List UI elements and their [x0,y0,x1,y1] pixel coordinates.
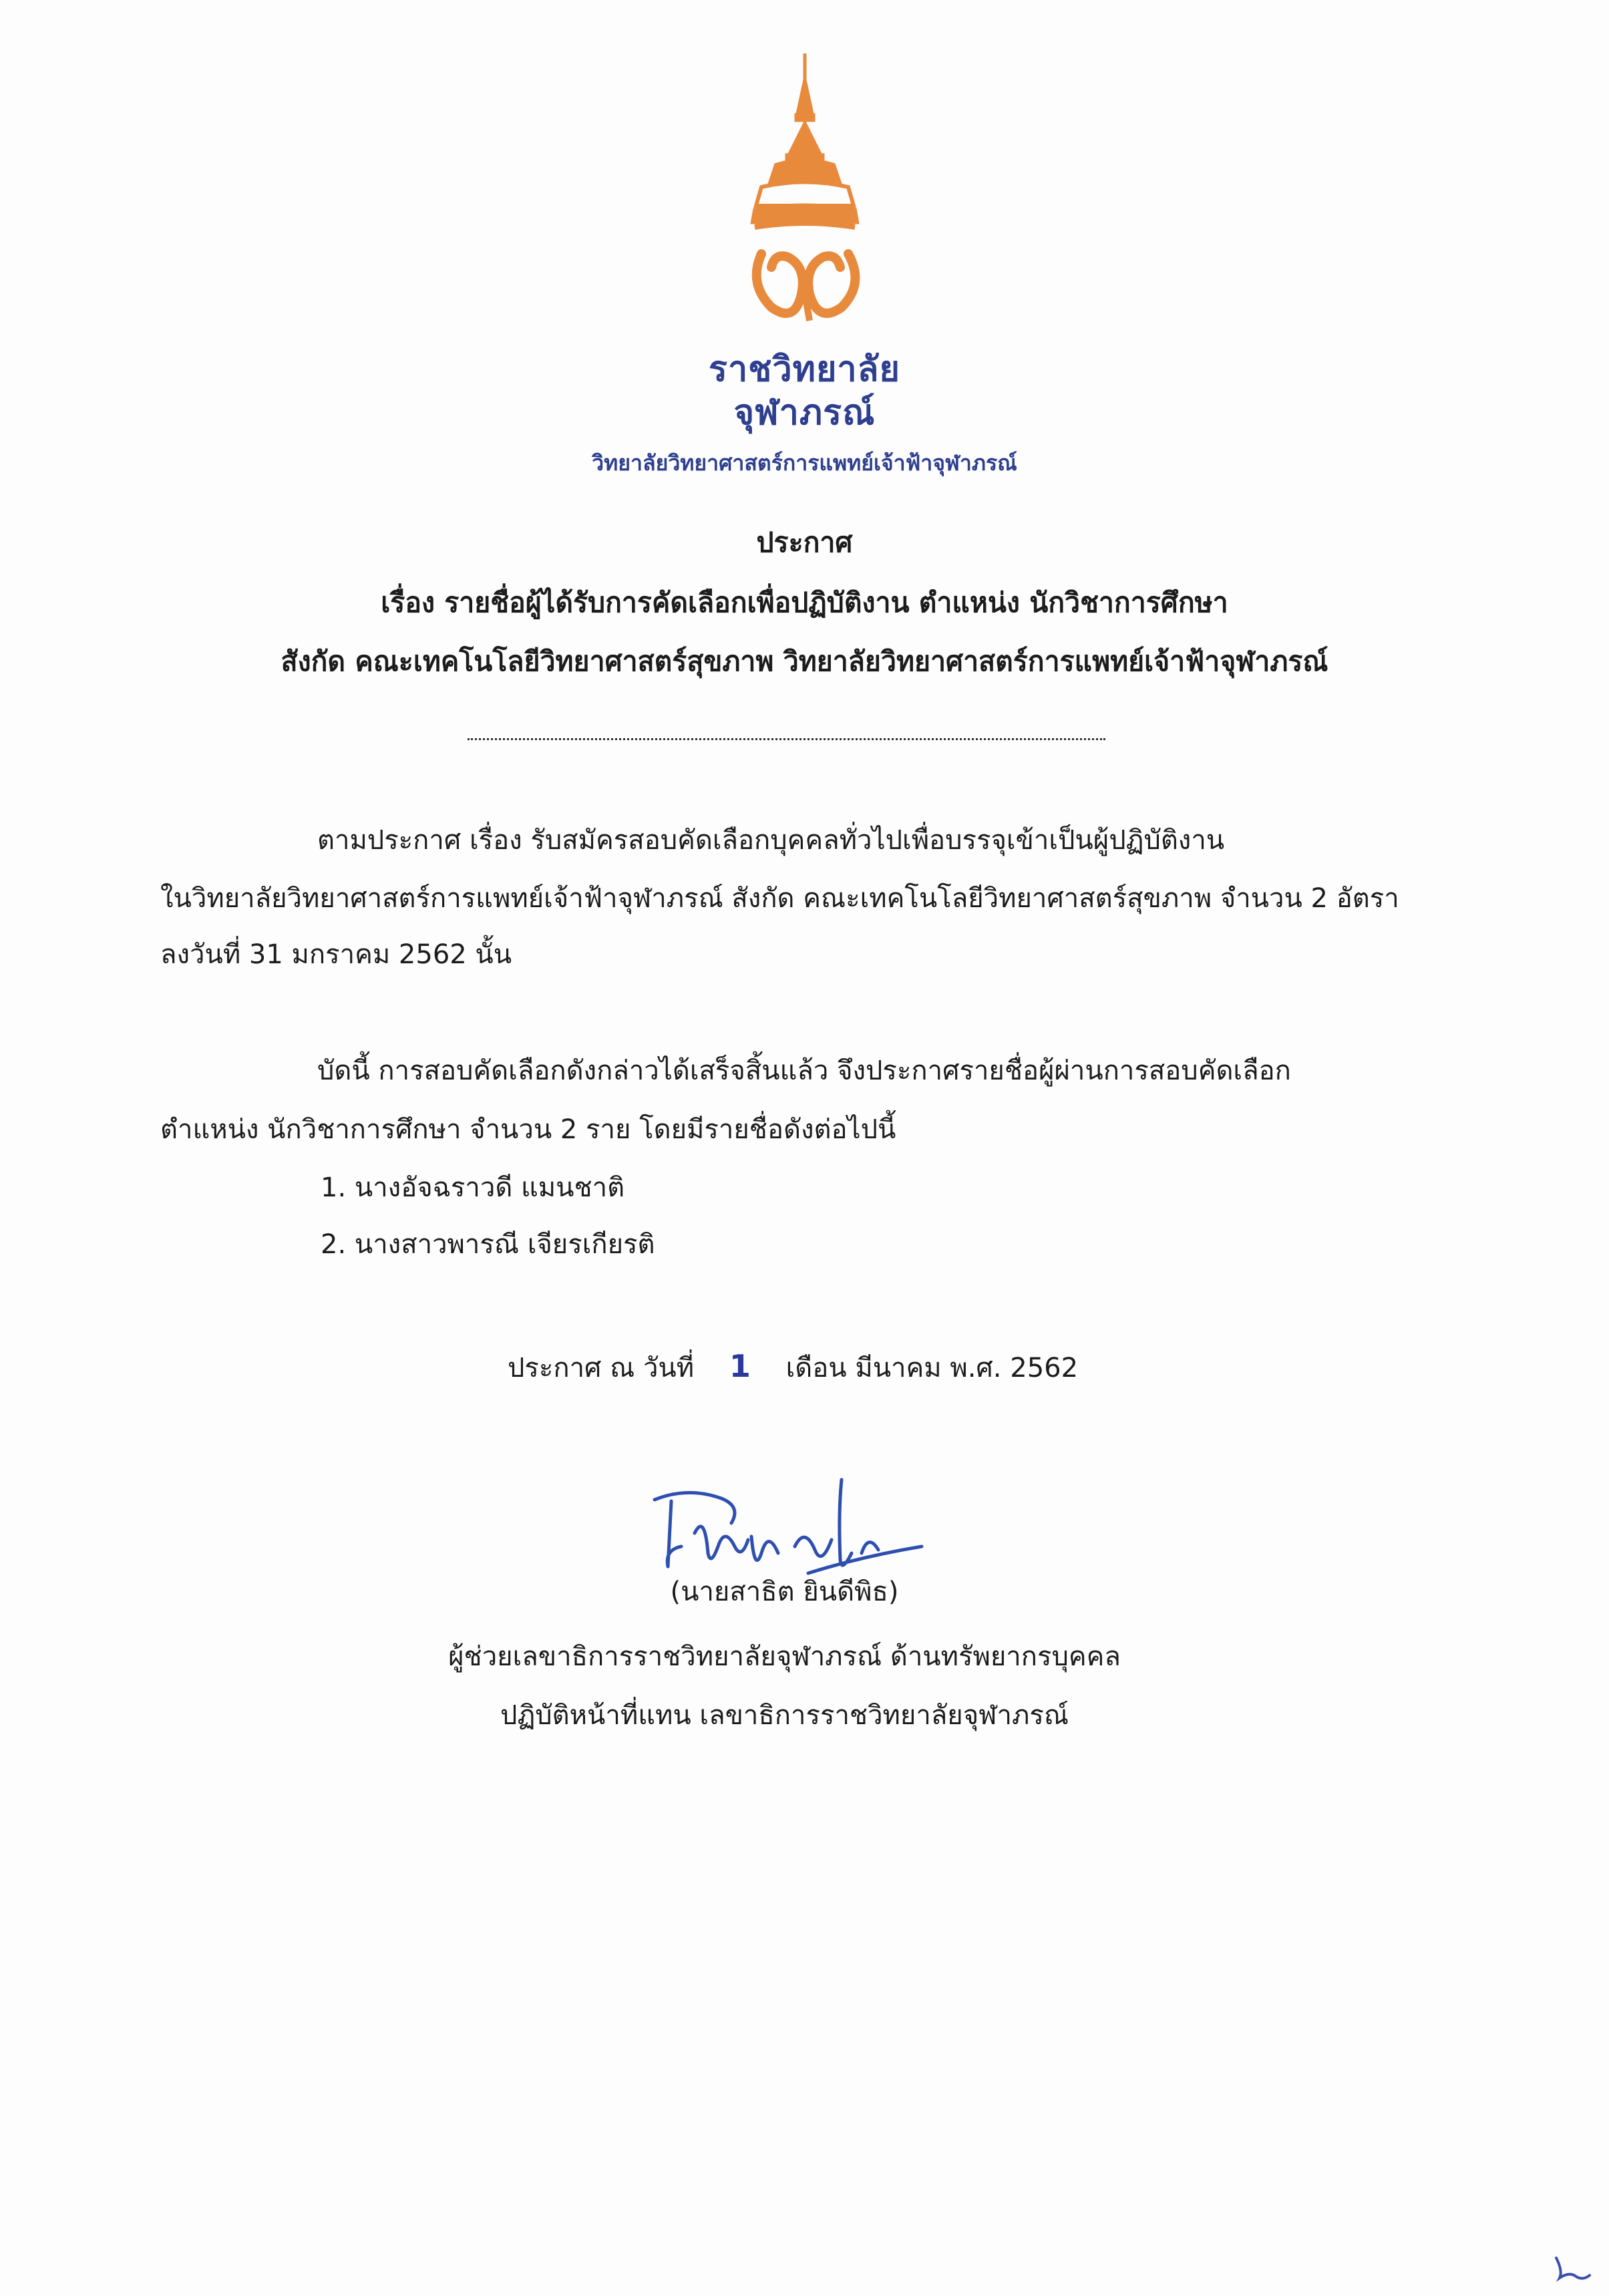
signatory-name: (นายสาธิต ยินดีพิธ) [670,1577,899,1607]
date-prefix: ประกาศ ณ วันที่ [508,1353,695,1383]
institution-name: วิทยาลัยวิทยาศาสตร์การแพทย์เจ้าฟ้าจุฬาภรณ์ [592,450,1017,476]
list-item: 2. นางสาวพารณี เจียรเกียรติ [321,1229,655,1260]
divider-line [468,738,1105,740]
announcement-heading: ประกาศ [756,526,853,558]
paragraph2-line1: บัดนี้ การสอบคัดเลือกดังกล่าวได้เสร็จสิ้นแล้ว จึงประกาศรายชื่อผู้ผ่านการสอบคัดเลือก [317,1055,1291,1086]
date-line [508,1346,1078,1389]
date-day: 1 [729,1348,751,1384]
announcement-subject: เรื่อง รายชื่อผู้ได้รับการคัดเลือกเพื่อปฏิบัติงาน ตำแหน่ง นักวิชาการศึกษา [381,587,1228,619]
signatory-position-line1: ผู้ช่วยเลขาธิการราชวิทยาลัยจุฬาภรณ์ ด้านทรัพยากรบุคคล [448,1641,1121,1672]
paragraph2-line2: ตำแหน่ง นักวิชาการศึกษา จำนวน 2 ราย โดยมีรายชื่อดังต่อไปนี้ [160,1114,896,1145]
pen-mark [1550,2251,1596,2285]
signatory-position-line2: ปฏิบัติหน้าที่แทน เลขาธิการราชวิทยาลัยจุฬาภรณ์ [500,1700,1069,1731]
institution-logo [735,53,875,334]
date-suffix: เดือน มีนาคม พ.ศ. 2562 [785,1353,1079,1383]
paragraph1-line2: ในวิทยาลัยวิทยาศาสตร์การแพทย์เจ้าฟ้าจุฬาภรณ์ สังกัด คณะเทคโนโลยีวิทยาศาสตร์สุขภาพ จำนวน 2 อัตรา [160,883,1399,914]
announcement-affiliation: สังกัด คณะเทคโนโลยีวิทยาศาสตร์สุขภาพ วิทยาลัยวิทยาศาสตร์การแพทย์เจ้าฟ้าจุฬาภรณ์ [281,645,1328,677]
logo-name-line2: จุฬาภรณ์ [733,393,876,433]
paragraph1-line3: ลงวันที่ 31 มกราคม 2562 นั้น [160,939,512,970]
list-item: 1. นางอัจฉราวดี แมนชาติ [321,1172,625,1203]
paragraph1-line1: ตามประกาศ เรื่อง รับสมัครสอบคัดเลือกบุคคลทั่วไปเพื่อบรรจุเข้าเป็นผู้ปฏิบัติงาน [317,825,1225,856]
logo-name-line1: ราชวิทยาลัย [709,349,900,389]
